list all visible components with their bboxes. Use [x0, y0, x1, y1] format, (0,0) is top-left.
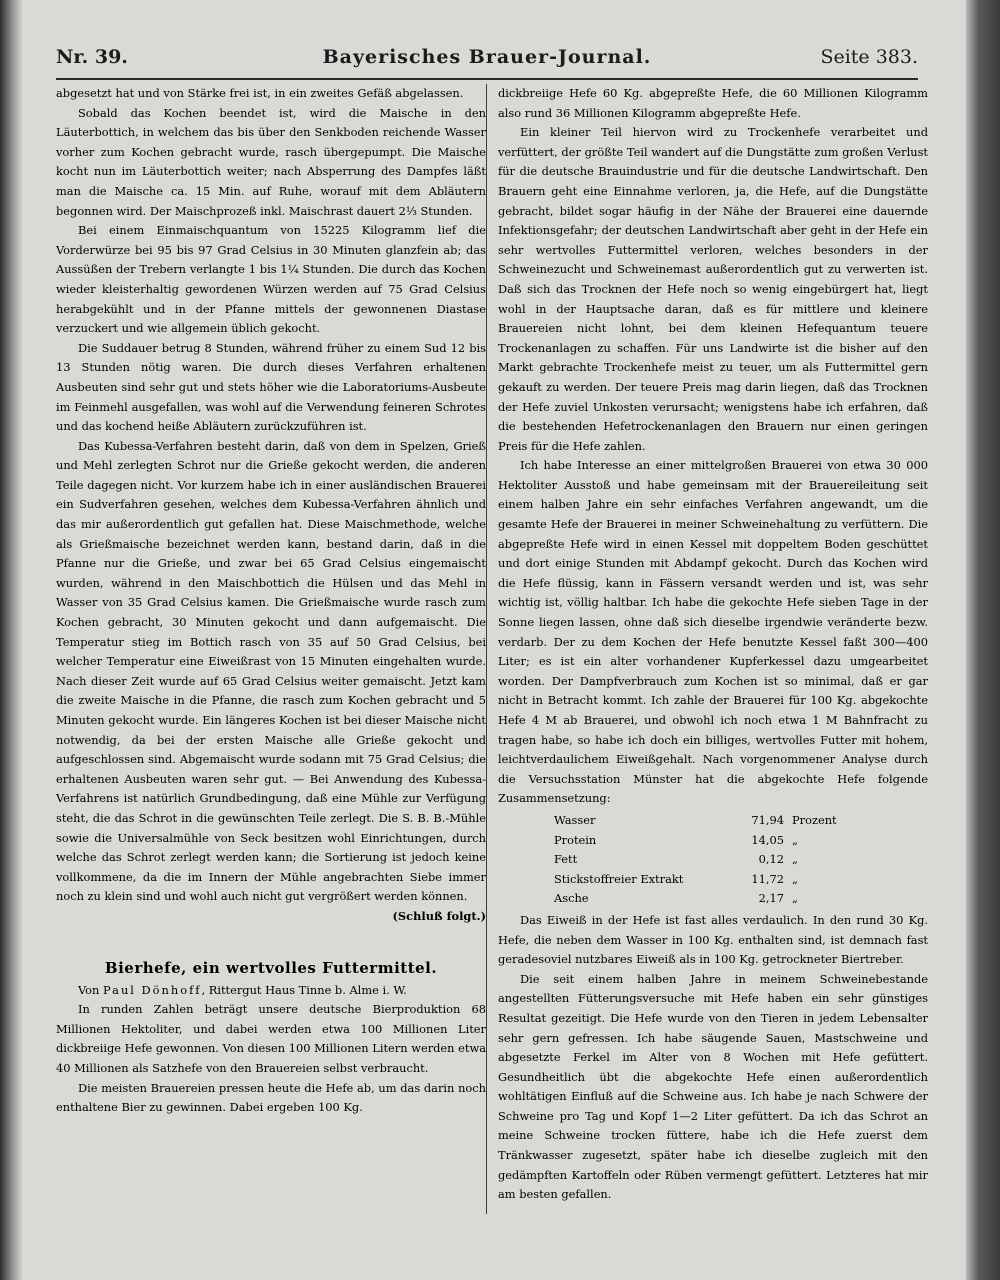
composition-name: Wasser: [554, 812, 596, 827]
paragraph: abgesetzt hat und von Stärke frei ist, in ein zweites Gefäß abgelassen.: [56, 86, 464, 100]
paragraph: Ich habe Interesse an einer mittelgroßen Brauerei von etwa 30 000 Hektoliter Ausstoß und habe gemeinsam mit der Brauereileitung seit einem halben Jahre ein sehr einfaches Verfahren angewandt, um die gesamte Hefe der Brauerei in meiner Schweinehaltung zu verfüttern. Die abgepreßte Hefe wird in einen Kessel mit doppeltem Boden geschüttet und dort einige Stunden mit Abdampf gekocht. Durch das Kochen wird die Hefe flüssig, kann in Fässern versandt werden und ist, was sehr wichtig ist, völlig haltbar. Ich habe die gekochte Hefe sieben Tage in der Sonne liegen lassen, ohne daß sich dieselbe irgendwie veränderte bezw. verdarb. Der zu dem Kochen der Hefe benutzte Kessel faßt 300—400 Liter; es ist ein alter vorhandener Kupferkessel dazu umgearbeitet worden. Der Dampfverbrauch zum Kochen ist so minimal, daß er gar nicht in Betracht kommt. Ich zahle der Brauerei für 100 Kg. abgekochte Hefe 4 M ab Brauerei, und obwohl ich noch etwa 1 M Bahnfracht zu tragen habe, so habe ich doch ein billiges, wertvolles Futter mit hohem, leichtverdaulichem Eiweißgehalt. Nach vorgenommener Analyse durch die Versuchsstation Münster hat die abgekochte Hefe folgende Zusammensetzung:: [498, 458, 928, 806]
paragraph: Das Eiweiß in der Hefe ist fast alles verdaulich. In den rund 30 Kg. Hefe, die neben dem Wasser in 100 Kg. enthalten sind, ist demnach fast geradesoviel nutzbares Eiweiß als in 100 Kg. getrockneter Biertreber.: [498, 912, 928, 967]
composition-row: [554, 831, 862, 851]
composition-name: Protein: [554, 832, 597, 847]
right-column: [498, 84, 928, 1224]
composition-unit: „: [792, 852, 798, 867]
composition-unit: „: [792, 871, 798, 886]
page-number: Seite 383.: [820, 46, 918, 68]
composition-unit: „: [792, 832, 798, 847]
composition-name: Fett: [554, 852, 578, 867]
composition-value: 11,72: [751, 871, 784, 886]
column-divider: [486, 84, 487, 1214]
paragraph: Das Kubessa-Verfahren besteht darin, daß von dem in Spelzen, Grieß und Mehl zerlegten Schrot nur die Grieße gekocht werden, die anderen Teile dagegen nicht. Vor kurzem habe ich in einer ausländischen Brauerei ein Sudverfahren gesehen, welches dem Kubessa-Verfahren ähnlich und das mir außerordentlich gut gefallen hat. Diese Maischmethode, welche als Grießmaische bezeichnet werden kann, bestand darin, daß in die Pfanne nur die Grieße, und zwar bei 65 Grad Celsius eingemaischt wurden, während in den Maischbottich die Hülsen und das Mehl in Wasser von 35 Grad Celsius kamen. Die Grießmaische wurde rasch zum Kochen gebracht, 30 Minuten gekocht und dann aufgemaischt. Die Temperatur stieg im Bottich rasch von 35 auf 50 Grad Celsius, bei welcher Temperatur eine Eiweißrast von 15 Minuten eingehalten wurde. Nach dieser Zeit wurde auf 65 Grad Celsius weiter gemaischt. Jetzt kam die zweite Maische in die Pfanne, die rasch zum Kochen gebracht und 5 Minuten gekocht wurde. Ein längeres Kochen ist bei dieser Maische nicht notwendig, da bei der ersten Maische alle Grieße gekocht und aufgeschlossen sind. Abgemaischt wurde sodann mit 75 Grad Celsius; die erhaltenen Ausbeuten waren sehr gut. — Bei Anwendung des Kubessa-Verfahrens ist natürlich Grundbedingung, daß eine Mühle zur Verfügung steht, die das Schrot in die gewünschten Teile zerlegt. Die S. B. B.-Mühle sowie die Universalmühle von Seck besitzen wohl Einrichtungen, durch welche das Schrot zerlegt werden kann; die Sortierung ist jedoch keine vollkommene, da die im Innern der Mühle angebrachten Siebe immer noch zu klein sind und wohl auch nicht gut vergrößert werden können.: [56, 438, 486, 904]
paragraph: Sobald das Kochen beendet ist, wird die Maische in den Läuterbottich, in welchem das bis über den Senkboden reichende Wasser vorher zum Kochen gebracht wurde, rasch übergepumpt. Die Maische kocht nun im Läuterbottich weiter; nach Absperrung des Dampfes läßt man die Maische ca. 15 Min. auf Ruhe, worauf mit dem Abläutern begonnen wird. Der Maischprozeß inkl. Maischrast dauert 2⅓ Stunden.: [56, 105, 486, 218]
composition-row: [554, 811, 862, 831]
composition-table: [554, 811, 862, 909]
composition-row: [554, 870, 862, 890]
right-page-edge: [964, 0, 1000, 1280]
paragraph: dickbreiige Hefe 60 Kg. abgepreßte Hefe, die 60 Millionen Kilogramm also rund 36 Millionen Kilogramm abgepreßte Hefe.: [498, 86, 928, 120]
composition-row: [554, 889, 862, 909]
article-title: Bierhefe, ein wertvolles Futtermittel.: [104, 958, 438, 977]
issue-number: Nr. 39.: [56, 46, 128, 68]
paragraph: Die seit einem halben Jahre in meinem Schweinebestande angestellten Fütterungsversuche mit Hefe haben ein sehr günstiges Resultat gezeitigt. Die Hefe wurde von den Tieren in jedem Lebensalter sehr gern gefressen. Ich habe säugende Sauen, Mastschweine und abgesetzte Ferkel im Alter von 8 Wochen mit Hefe gefüttert. Gesundheitlich übt die abgekochte Hefe einen außerordentlich wohltätigen Einfluß auf die Schweine aus. Ich habe je nach Schwere der Schweine pro Tag und Kopf 1—2 Liter gefüttert. Da ich das Schrot an meine Schweine trocken füttere, habe ich die Hefe zuerst dem Tränkwasser zugesetzt, später habe ich dieselbe zugleich mit den gedämpften Kartoffeln oder Rüben vermengt gefüttert. Letzteres hat mir am besten gefallen.: [498, 971, 928, 1202]
paragraph: In runden Zahlen beträgt unsere deutsche Bierproduktion 68 Millionen Hektoliter, und dabei werden etwa 100 Millionen Liter dickbreiige Hefe gewonnen. Von diesen 100 Millionen Litern werden etwa 40 Millionen als Satzhefe von den Brauereien selbst verbraucht.: [56, 1002, 486, 1075]
byline-prefix: Von: [78, 982, 100, 997]
paragraph: Die Suddauer betrug 8 Stunden, während früher zu einem Sud 12 bis 13 Stunden nötig waren. Die durch dieses Verfahren erhaltenen Ausbeuten sind sehr gut und stets höher wie die Laboratoriums-Ausbeute im Feinmehl ausgefallen, was wohl auf die Verwendung feineren Schrotes und das kochend heiße Abläutern zurückzuführen ist.: [56, 340, 486, 434]
journal-title: Bayerisches Brauer-Journal.: [322, 46, 652, 68]
previous-page-edge: [0, 0, 22, 1280]
composition-name: Stickstoffreier Extrakt: [554, 871, 684, 886]
to-be-continued-note: (Schluß folgt.): [392, 908, 486, 923]
composition-value: 71,94: [751, 812, 784, 827]
author-name: Paul Dönhoff: [103, 982, 202, 997]
composition-value: 2,17: [758, 891, 784, 906]
composition-unit: „: [792, 891, 798, 906]
page-header: [56, 46, 918, 76]
article-byline: [56, 981, 486, 1001]
composition-name: Asche: [554, 891, 589, 906]
composition-value: 14,05: [751, 832, 784, 847]
composition-row: [554, 850, 862, 870]
header-rule: [56, 78, 918, 80]
paragraph: Bei einem Einmaischquantum von 15225 Kilogramm lief die Vorderwürze bei 95 bis 97 Grad Celsius in 30 Minuten glanzfein ab; das Aussüßen der Trebern verlangte 1 bis 1¼ Stunden. Die durch das Kochen wieder kleisterhaltig gewordenen Würzen werden auf 75 Grad Celsius herabgekühlt und in der Pfanne mittels der gewonnenen Diastase verzuckert und wie allgemein üblich gekocht.: [56, 223, 486, 336]
composition-unit: Prozent: [792, 812, 837, 827]
left-column: [56, 84, 486, 1214]
composition-value: 0,12: [758, 852, 784, 867]
paragraph: Die meisten Brauereien pressen heute die Hefe ab, um das darin noch enthaltene Bier zu gewinnen. Dabei ergeben 100 Kg.: [56, 1080, 486, 1115]
paragraph: Ein kleiner Teil hiervon wird zu Trockenhefe verarbeitet und verfüttert, der größte Teil wandert auf die Dungstätte zum großen Verlust für die deutsche Brauindustrie und für die deutsche Landwirtschaft. Den Brauern geht eine Einnahme verloren, ja, die Hefe, auf die Dungstätte gebracht, bildet sogar häufig in der Nähe der Brauerei eine dauernde Infektionsgefahr; der deutschen Landwirtschaft aber geht in der Hefe ein sehr wertvolles Futtermittel verloren, welches besonders in der Schweinezucht und Schweinemast außerordentlich gut zu verwerten ist. Daß sich das Trocknen der Hefe noch so wenig eingebürgert hat, liegt wohl in der Hauptsache daran, daß es für mittlere und kleinere Brauereien nicht lohnt, bei dem kleinen Hefequantum teuere Trockenanlagen zu schaffen. Für uns Landwirte ist die bisher auf den Markt gebrachte Trockenhefe meist zu teuer, um als Futtermittel gern gekauft zu werden. Der teuere Preis mag darin liegen, daß das Trocknen der Hefe zuviel Unkosten verursacht; wenigstens habe ich erfahren, daß die bestehenden Hefetrockenanlagen den Brauern nur einen geringen Preis für die Hefe zahlen.: [498, 125, 928, 453]
byline-location: , Rittergut Haus Tinne b. Alme i. W.: [201, 982, 407, 997]
